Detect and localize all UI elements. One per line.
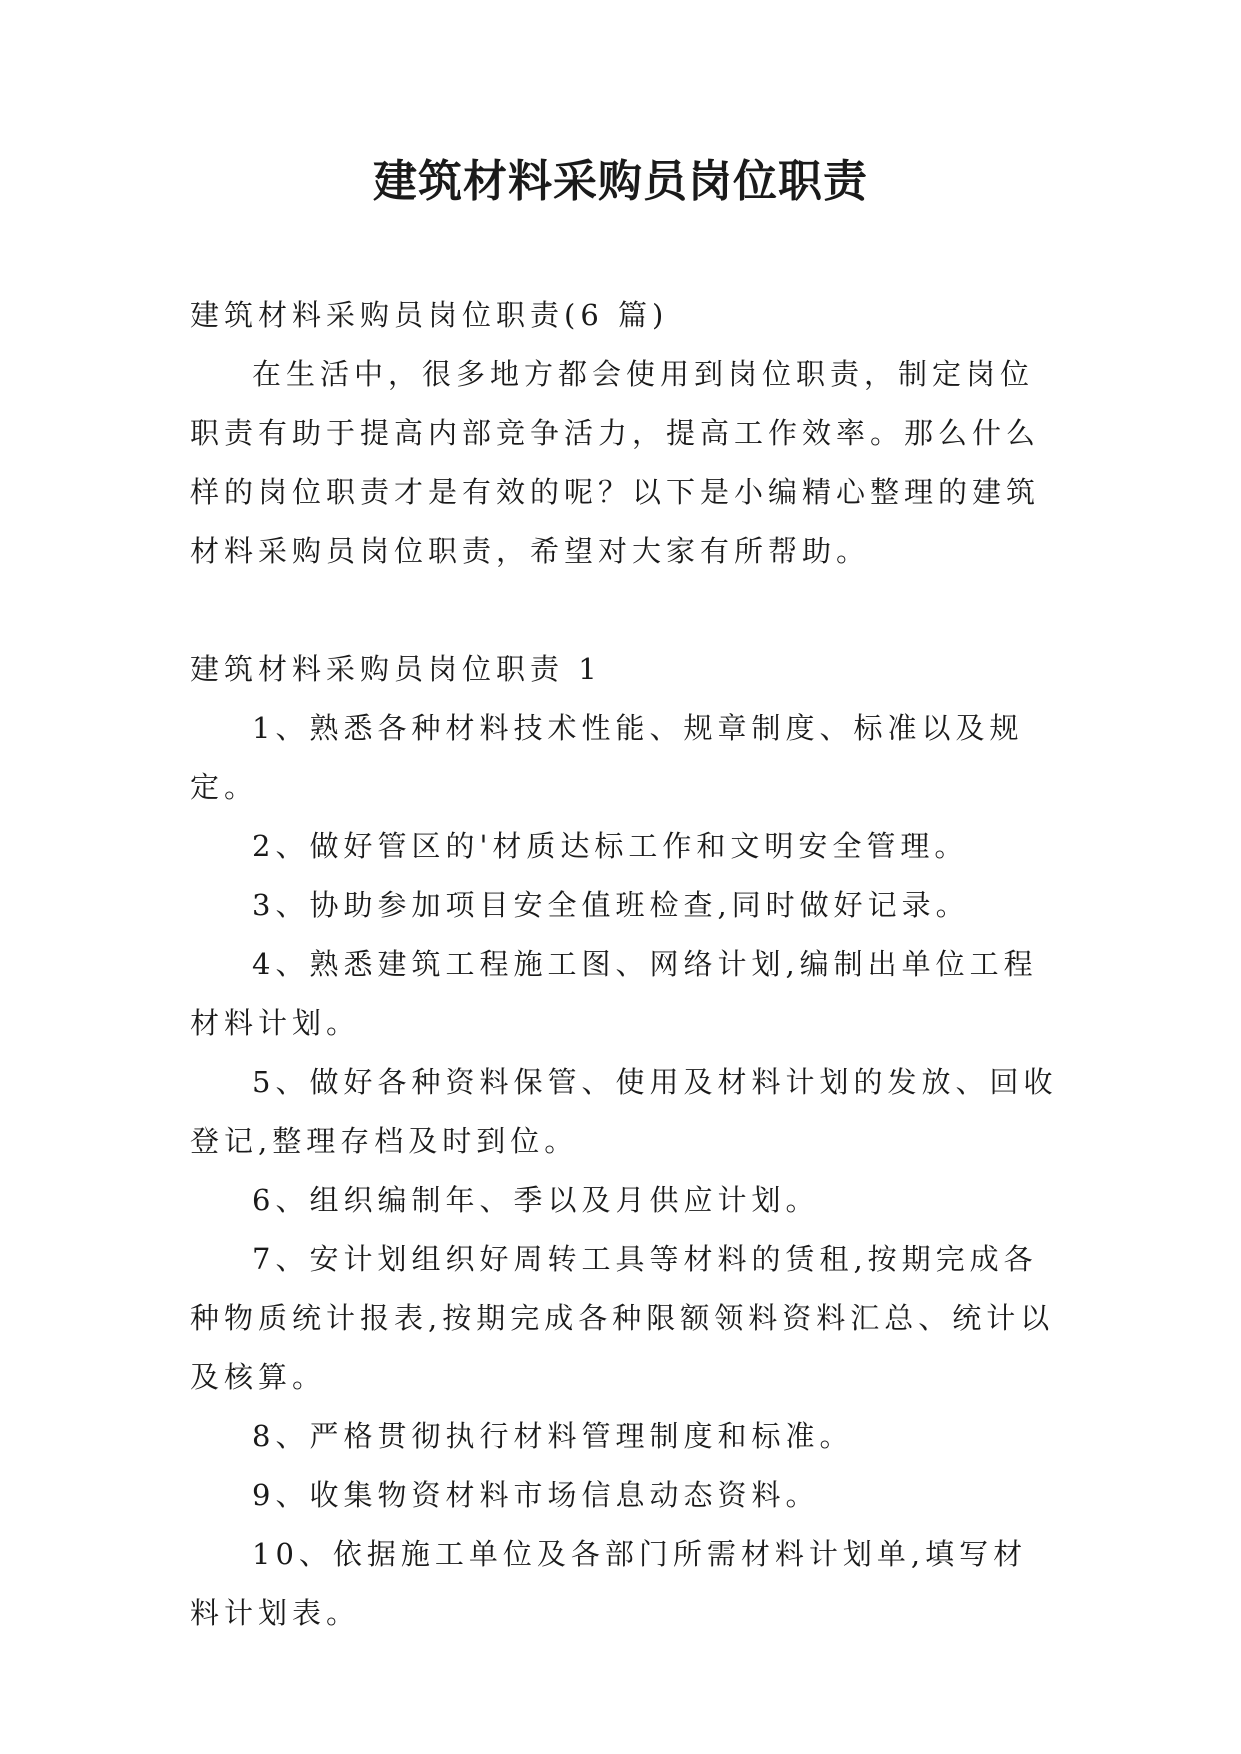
duty-item-2: 2、做好管区的'材质达标工作和文明安全管理。 [252, 829, 969, 863]
duty-item-3: 3、协助参加项目安全值班检查,同时做好记录。 [252, 888, 970, 922]
duty-item-6: 6、组织编制年、季以及月供应计划。 [252, 1183, 820, 1217]
document-subtitle: 建筑材料采购员岗位职责(6 篇) [190, 298, 669, 332]
document-title: 建筑材料采购员岗位职责 [373, 156, 868, 207]
duty-item-5: 5、做好各种资料保管、使用及材料计划的发放、回收登记,整理存档及时到位。 [190, 1065, 1058, 1158]
intro-paragraph: 在生活中，很多地方都会使用到岗位职责，制定岗位职责有助于提高内部竞争活力，提高工作效率。那么什么样的岗位职责才是有效的呢？以下是小编精心整理的建筑材料采购员岗位职责，希望对大家有所帮助。 [190, 357, 1041, 568]
duty-item-1: 1、熟悉各种材料技术性能、规章制度、标准以及规定。 [190, 711, 1024, 804]
duty-item-4: 4、熟悉建筑工程施工图、网络计划,编制出单位工程材料计划。 [190, 947, 1038, 1040]
duty-item-9: 9、收集物资材料市场信息动态资料。 [252, 1478, 820, 1512]
document-body [190, 286, 1060, 1643]
duty-item-7: 7、安计划组织好周转工具等材料的赁租,按期完成各种物质统计报表,按期完成各种限额领料资料汇总、统计以及核算。 [190, 1242, 1055, 1394]
duty-item-8: 8、严格贯彻执行材料管理制度和标准。 [252, 1419, 854, 1453]
section-heading: 建筑材料采购员岗位职责 1 [190, 652, 602, 686]
duty-item-10: 10、依据施工单位及各部门所需材料计划单,填写材料计划表。 [190, 1537, 1028, 1630]
